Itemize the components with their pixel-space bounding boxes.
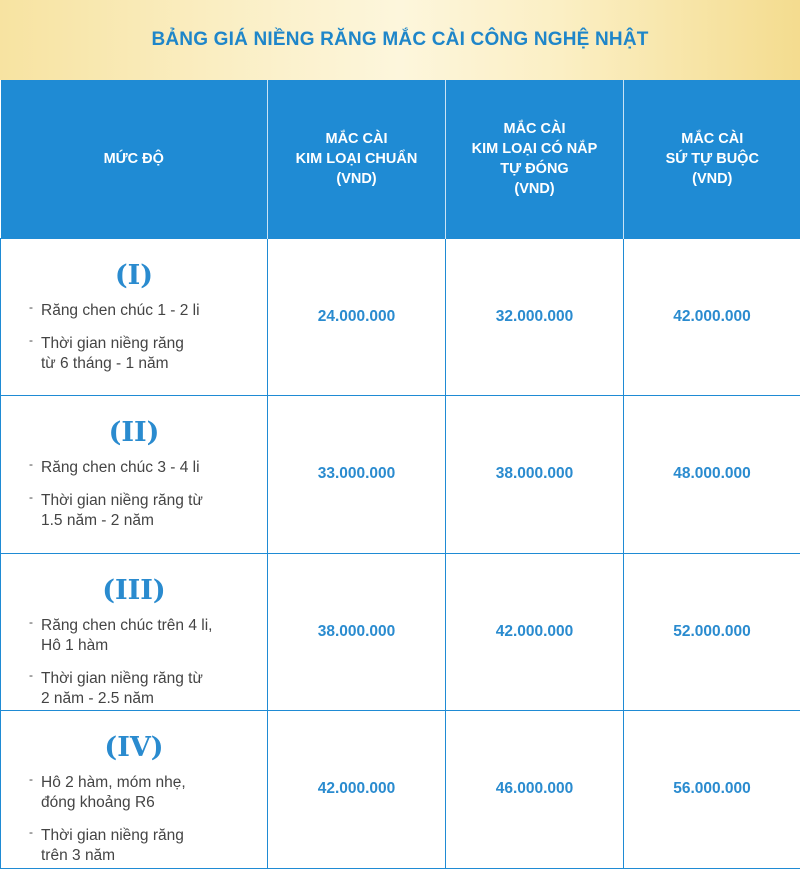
level-numeral: (IV) <box>11 731 257 765</box>
table-row <box>1 553 800 711</box>
level-description <box>29 616 257 656</box>
level-numeral: (III) <box>11 574 257 608</box>
price-standard-metal: 38.000.000 <box>268 553 446 711</box>
duration-text: Thời gian niềng răng từ 2 năm - 2.5 năm <box>41 670 203 707</box>
price-self-ligating-metal: 42.000.000 <box>446 553 624 711</box>
dash-bullet: - <box>29 612 33 632</box>
header-ceramic-self-tying: MẮC CÀI SỨ TỰ BUỘC (VND) <box>624 80 800 238</box>
price-self-ligating-metal: 32.000.000 <box>446 238 624 396</box>
table-row <box>1 238 800 396</box>
description-text: Răng chen chúc trên 4 li, Hô 1 hàm <box>41 617 212 654</box>
level-duration <box>29 334 257 374</box>
level-duration <box>29 826 257 866</box>
level-cell <box>1 396 268 554</box>
dash-bullet: - <box>29 487 33 507</box>
header-standard-metal: MẮC CÀI KIM LOẠI CHUẨN (VND) <box>268 80 446 238</box>
level-duration <box>29 491 257 531</box>
level-cell <box>1 553 268 711</box>
price-ceramic-self-tying: 42.000.000 <box>624 238 800 396</box>
price-ceramic-self-tying: 56.000.000 <box>624 711 800 869</box>
description-text: Răng chen chúc 3 - 4 li <box>41 459 200 476</box>
price-table <box>0 80 800 869</box>
level-description <box>29 773 257 813</box>
price-ceramic-self-tying: 48.000.000 <box>624 396 800 554</box>
dash-bullet: - <box>29 330 33 350</box>
level-description <box>29 301 257 321</box>
header-row <box>1 80 800 238</box>
page-title: BẢNG GIÁ NIỀNG RĂNG MẮC CÀI CÔNG NGHỆ NHẬT <box>151 29 648 51</box>
description-text: Răng chen chúc 1 - 2 li <box>41 302 200 319</box>
header-level: MỨC ĐỘ <box>1 80 268 238</box>
price-standard-metal: 33.000.000 <box>268 396 446 554</box>
level-cell <box>1 238 268 396</box>
level-cell <box>1 711 268 869</box>
level-duration <box>29 669 257 709</box>
dash-bullet: - <box>29 769 33 789</box>
dash-bullet: - <box>29 665 33 685</box>
level-numeral: (I) <box>11 259 257 293</box>
duration-text: Thời gian niềng răng từ 1.5 năm - 2 năm <box>41 492 203 529</box>
level-description <box>29 458 257 478</box>
price-standard-metal: 24.000.000 <box>268 238 446 396</box>
duration-text: Thời gian niềng răng trên 3 năm <box>41 827 184 864</box>
title-banner <box>0 0 800 80</box>
price-ceramic-self-tying: 52.000.000 <box>624 553 800 711</box>
table-row <box>1 711 800 869</box>
description-text: Hô 2 hàm, móm nhẹ, đóng khoảng R6 <box>41 774 186 811</box>
price-self-ligating-metal: 46.000.000 <box>446 711 624 869</box>
dash-bullet: - <box>29 822 33 842</box>
price-standard-metal: 42.000.000 <box>268 711 446 869</box>
table-row <box>1 396 800 554</box>
level-numeral: (II) <box>11 416 257 450</box>
dash-bullet: - <box>29 454 33 474</box>
duration-text: Thời gian niềng răng từ 6 tháng - 1 năm <box>41 335 184 372</box>
price-self-ligating-metal: 38.000.000 <box>446 396 624 554</box>
header-self-ligating-metal: MẮC CÀI KIM LOẠI CÓ NẮP TỰ ĐÓNG (VND) <box>446 80 624 238</box>
table-body <box>1 238 800 868</box>
dash-bullet: - <box>29 297 33 317</box>
table-header <box>1 80 800 238</box>
